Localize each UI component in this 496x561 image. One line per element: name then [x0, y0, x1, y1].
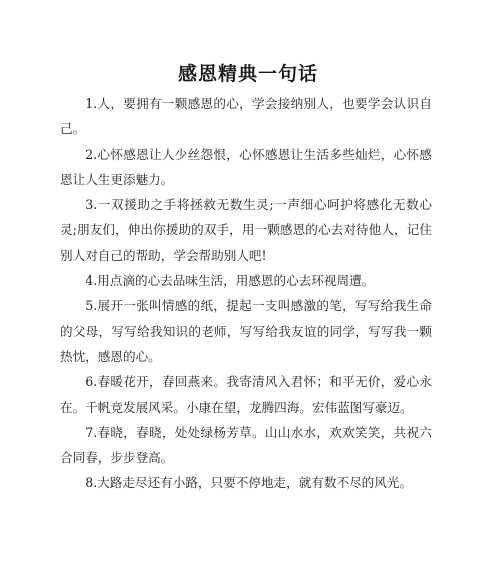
- paragraph: 2.心怀感恩让人少丝怨恨，心怀感恩让生活多些灿烂，心怀感恩让人生更添魅力。: [60, 146, 432, 187]
- paragraph: 3.一双援助之手将拯救无数生灵;一声细心呵护将感化无数心灵;朋友们，伸出你援助的双手，用一颗感恩的心去对待他人，记住别人对自己的帮助，学会帮助别人吧!: [60, 197, 432, 263]
- paragraph: 5.展开一张叫情感的纸，提起一支叫感激的笔，写写给我生命的父母，写写给我知识的老师，写写给我友谊的同学，写写我一颗热忱，感恩的心。: [60, 298, 432, 364]
- document-title: 感恩精典一句话: [177, 63, 318, 85]
- paragraph: 6.春暖花开，春回燕来。我寄清风入君怀；和平无价，爱心永在。千帆竞发展风采。小康在望，龙腾四海。宏伟蓝图写豪迈。: [60, 374, 432, 415]
- paragraph: 4.用点滴的心去品味生活，用感恩的心去环视周遭。: [85, 273, 375, 289]
- document-body: [60, 91, 432, 496]
- paragraph: 1.人，要拥有一颗感恩的心，学会接纳别人，也要学会认识自己。: [60, 96, 432, 137]
- paragraph: 8.大路走尽还有小路，只要不停地走，就有数不尽的风光。: [85, 475, 413, 491]
- paragraph: 7.春晓，春晓，处处绿杨芳草。山山水水，欢欢笑笑，共祝六合同春，步步登高。: [60, 424, 432, 466]
